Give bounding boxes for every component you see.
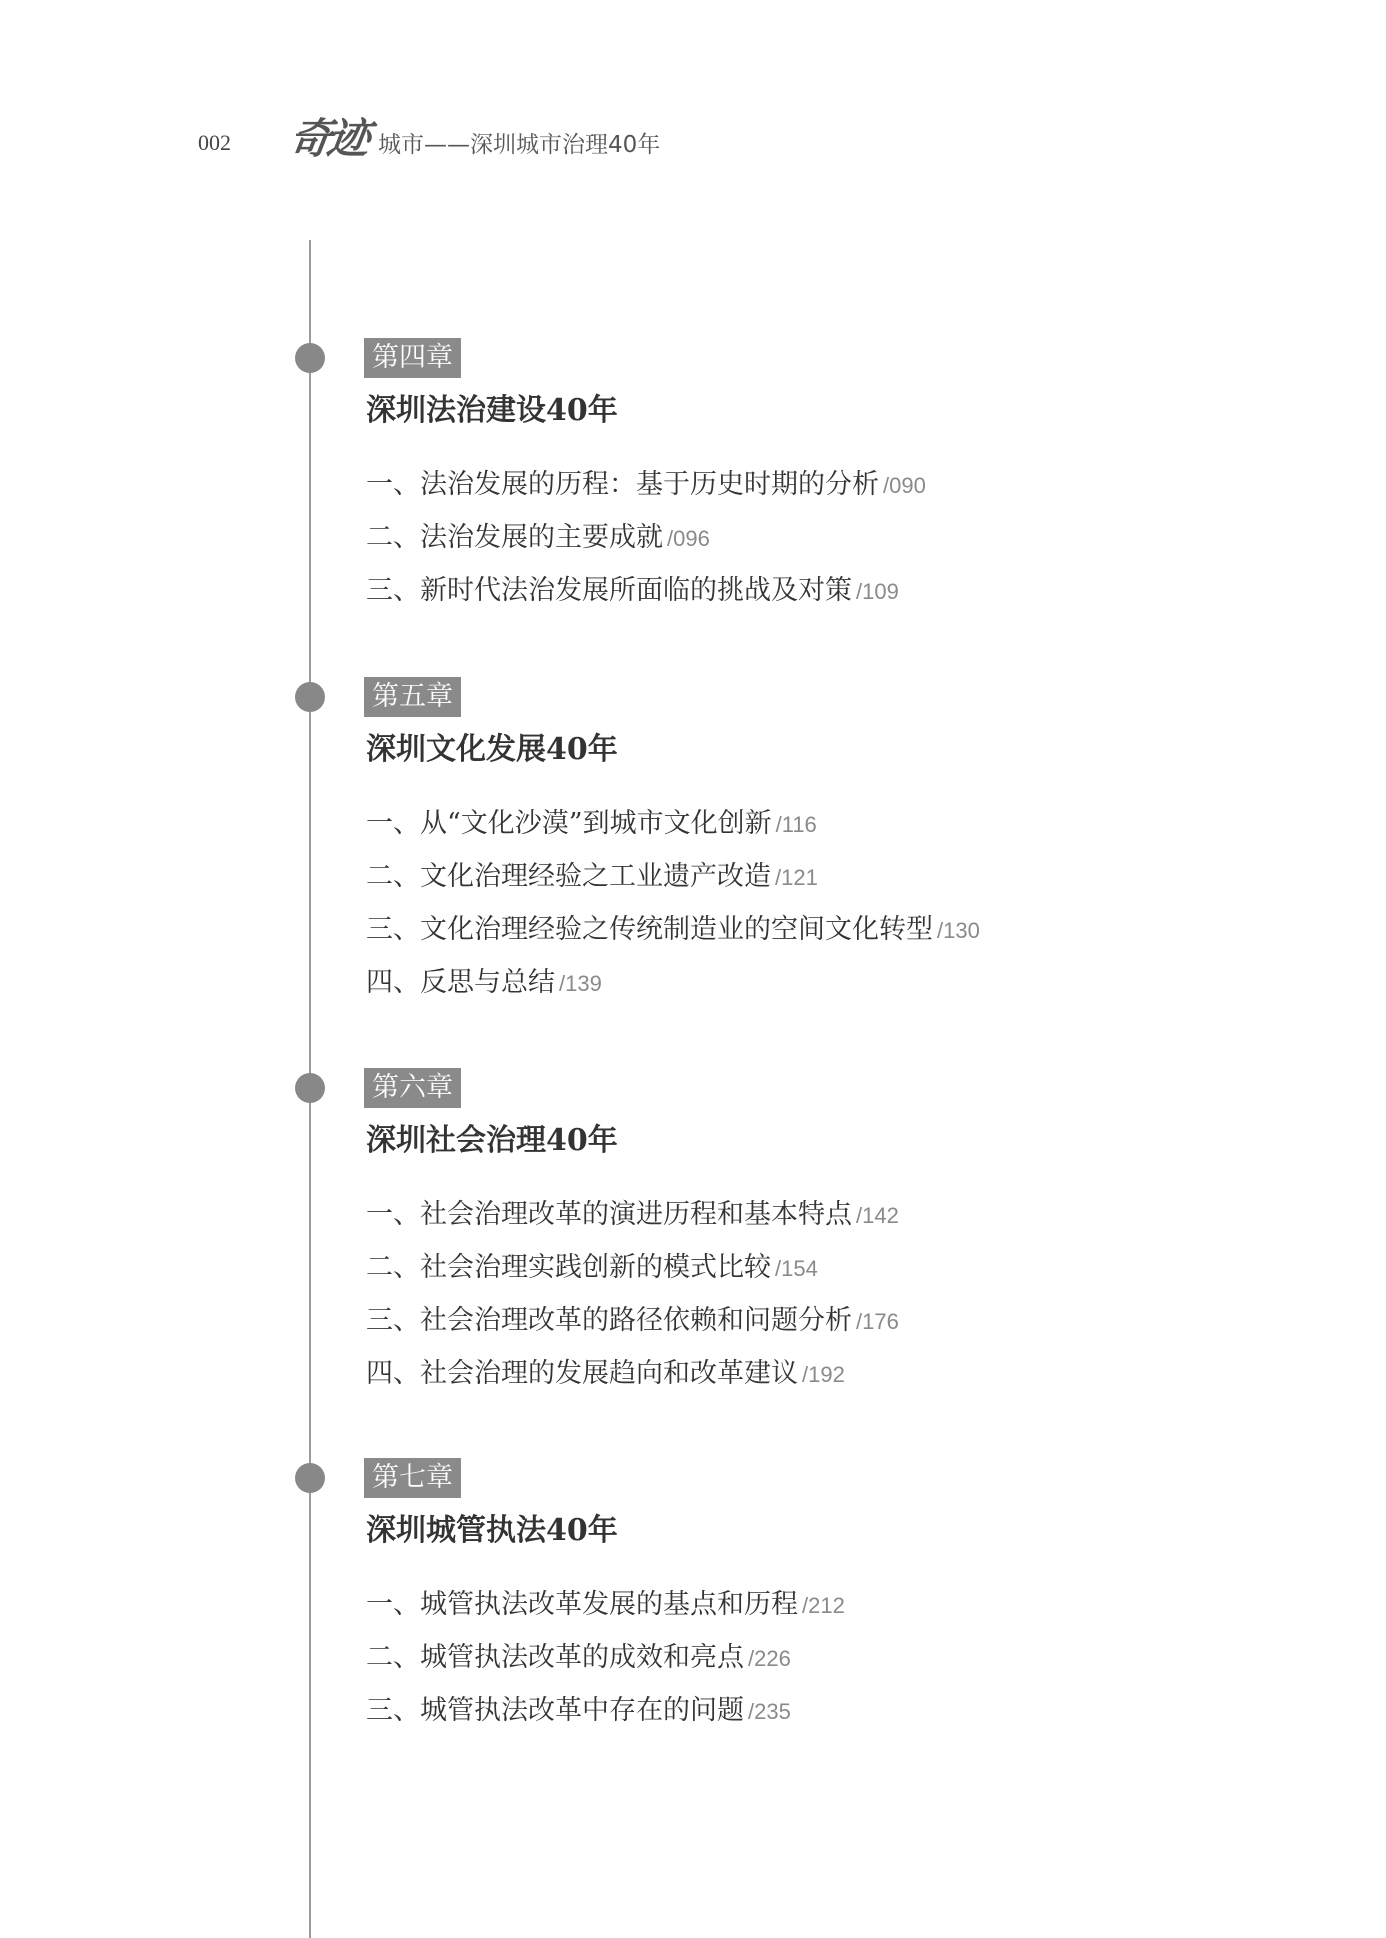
toc-entry-text: 四、反思与总结 — [366, 967, 555, 998]
toc-entry-page: /116 — [775, 812, 817, 837]
toc-entry-page: /139 — [559, 971, 602, 996]
toc-entry-text: 四、社会治理的发展趋向和改革建议 — [366, 1358, 798, 1389]
toc-entry-text: 三、城管执法改革中存在的问题 — [366, 1695, 744, 1726]
chapter-title[interactable]: 深圳社会治理40年 — [366, 1123, 618, 1158]
chapter-title[interactable]: 深圳文化发展40年 — [366, 732, 618, 767]
toc-entry[interactable] — [366, 515, 710, 554]
timeline-dot — [295, 1073, 325, 1103]
book-title: 城市——深圳城市治理40年 — [378, 132, 661, 158]
toc-entry[interactable] — [366, 1635, 791, 1674]
chapter-title[interactable]: 深圳城管执法40年 — [366, 1513, 618, 1548]
toc-entry[interactable] — [366, 1351, 845, 1390]
toc-entry[interactable] — [366, 801, 817, 840]
toc-entry-page: /226 — [748, 1646, 791, 1671]
toc-entry-text: 二、文化治理经验之工业遗产改造 — [366, 861, 771, 892]
toc-entry-page: /121 — [775, 865, 818, 890]
toc-entry[interactable] — [366, 854, 818, 893]
toc-entry[interactable] — [366, 1582, 845, 1621]
toc-entry-text: 一、法治发展的历程：基于历史时期的分析 — [366, 469, 879, 500]
toc-entry-page: /130 — [937, 918, 980, 943]
timeline-dot — [295, 1463, 325, 1493]
toc-entry-text: 三、社会治理改革的路径依赖和问题分析 — [366, 1305, 852, 1336]
toc-entry-page: /154 — [775, 1256, 818, 1281]
toc-entry-page: /142 — [856, 1203, 899, 1228]
toc-entry-page: /192 — [802, 1362, 845, 1387]
timeline-dot — [295, 682, 325, 712]
toc-entry-text: 一、社会治理改革的演进历程和基本特点 — [366, 1199, 852, 1230]
toc-entry[interactable] — [366, 907, 980, 946]
toc-entry[interactable] — [366, 1192, 899, 1231]
toc-entry-text: 二、社会治理实践创新的模式比较 — [366, 1252, 771, 1283]
toc-entry[interactable] — [366, 1688, 791, 1727]
toc-entry-page: /090 — [883, 473, 926, 498]
toc-entry-text: 三、新时代法治发展所面临的挑战及对策 — [366, 575, 852, 606]
toc-entry-page: /096 — [667, 526, 710, 551]
toc-entry[interactable] — [366, 568, 899, 607]
toc-entry-page: /235 — [748, 1699, 791, 1724]
toc-entry-text: 一、城管执法改革发展的基点和历程 — [366, 1589, 798, 1620]
toc-entry-page: /109 — [856, 579, 899, 604]
chapter-label: 第五章 — [364, 677, 461, 717]
timeline-dot — [295, 343, 325, 373]
toc-entry-page: /176 — [856, 1309, 899, 1334]
book-logo: 奇迹 — [286, 114, 370, 163]
chapter-label: 第七章 — [364, 1458, 461, 1498]
toc-entry[interactable] — [366, 1245, 818, 1284]
toc-entry-text: 三、文化治理经验之传统制造业的空间文化转型 — [366, 914, 933, 945]
toc-entry-text: 一、从“文化沙漠”到城市文化创新 — [366, 808, 772, 839]
page-header — [0, 0, 1386, 200]
toc-entry-text: 二、法治发展的主要成就 — [366, 522, 663, 553]
chapter-label: 第六章 — [364, 1068, 461, 1108]
toc-entry[interactable] — [366, 960, 602, 999]
toc-entry-text: 二、城管执法改革的成效和亮点 — [366, 1642, 744, 1673]
toc-entry[interactable] — [366, 462, 926, 501]
toc-entry[interactable] — [366, 1298, 899, 1337]
page-number: 002 — [198, 130, 231, 155]
chapter-title[interactable]: 深圳法治建设40年 — [366, 393, 618, 428]
toc-entry-page: /212 — [802, 1593, 845, 1618]
chapter-label: 第四章 — [364, 338, 461, 378]
